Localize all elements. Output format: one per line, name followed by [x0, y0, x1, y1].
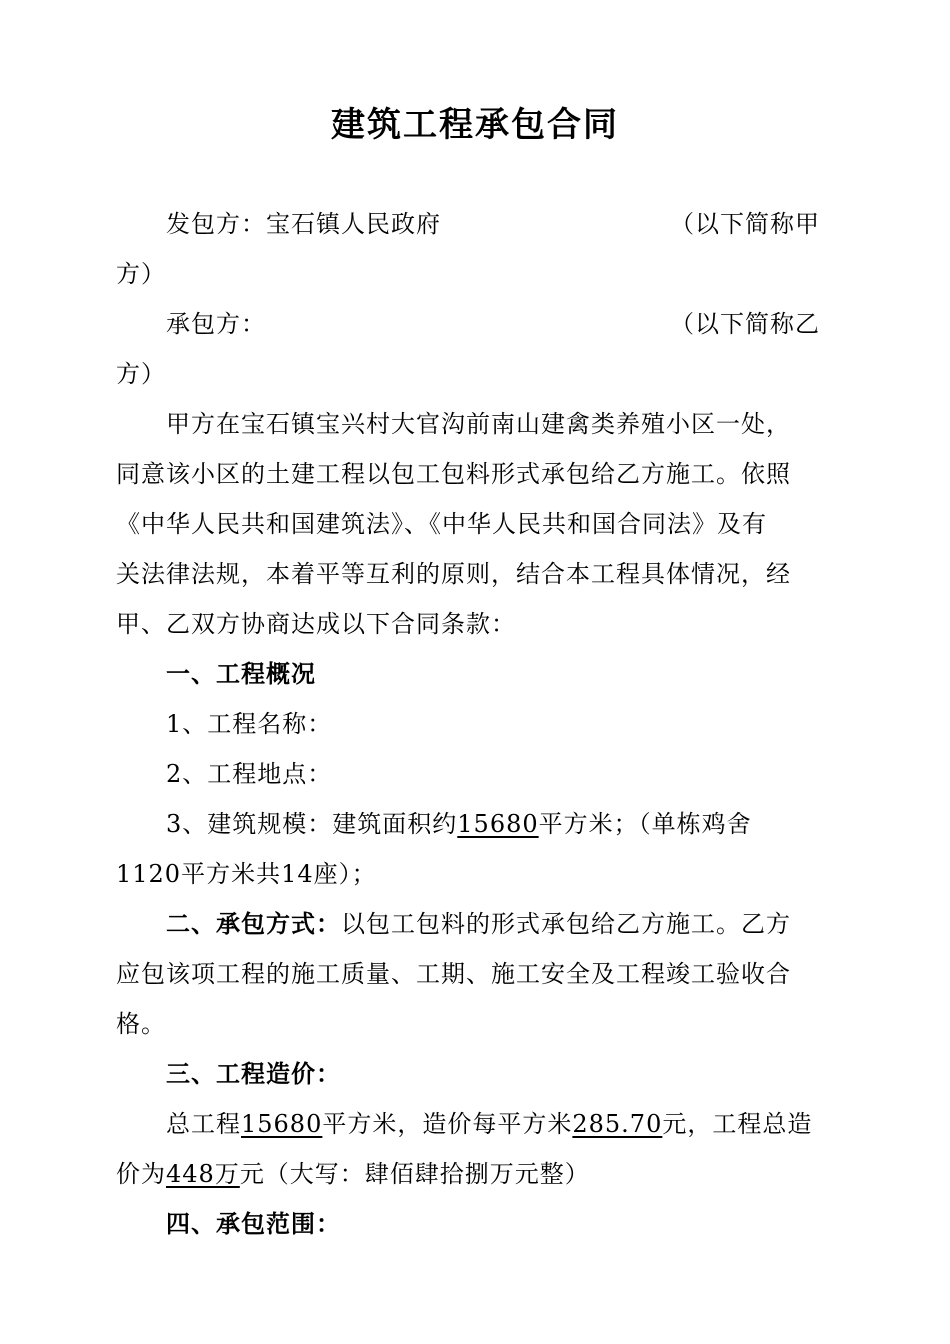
total-price-value: 448万 — [166, 1160, 240, 1188]
cost-line-2 — [116, 1154, 820, 1194]
section-2-text-1: 以包工包料的形式承包给乙方施工。乙方 — [341, 910, 791, 938]
intro-line-4: 关法律法规，本着平等互利的原则，结合本工程具体情况，经 — [116, 560, 791, 588]
intro-line-2: 同意该小区的土建工程以包工包料形式承包给乙方施工。依照 — [116, 460, 791, 488]
section-2-line-2: 应包该项工程的施工质量、工期、施工安全及工程竣工验收合 — [116, 960, 791, 988]
scale-prefix: 3、建筑规模：建筑面积约 — [166, 810, 458, 838]
cost-line-1 — [166, 1104, 820, 1144]
section-3-heading: 三、工程造价： — [166, 1060, 341, 1088]
party-a-name: 宝石镇人民政府 — [266, 210, 441, 238]
document-title: 建筑工程承包合同 — [331, 105, 619, 145]
party-b-note-cont: 方） — [116, 360, 166, 388]
cost-text-a: 总工程 — [166, 1110, 241, 1138]
cost-text-e: 元（大写：肆佰肆拾捌万元整） — [239, 1160, 590, 1188]
section-2-line-3: 格。 — [116, 1010, 166, 1038]
project-scale-cont: 1120平方米共14座）； — [116, 860, 377, 888]
section-4-heading: 四、承包范围： — [166, 1210, 341, 1238]
project-location-item: 2、工程地点： — [166, 760, 333, 788]
intro-line-1: 甲方在宝石镇宝兴村大官沟前南山建禽类养殖小区一处， — [166, 410, 791, 438]
intro-line-3: 《中华人民共和国建筑法》、《中华人民共和国合同法》及有 — [116, 510, 767, 538]
party-b-line — [166, 304, 820, 344]
section-2-heading: 二、承包方式： — [166, 910, 341, 938]
party-b-label: 承包方： — [166, 310, 266, 338]
section-1-heading: 一、工程概况 — [166, 660, 316, 688]
party-b-note: （以下简称乙 — [670, 310, 820, 338]
project-name-item: 1、工程名称： — [166, 710, 333, 738]
cost-area-value: 15680 — [241, 1110, 323, 1138]
party-a-line — [166, 204, 820, 244]
scale-area-value: 15680 — [457, 810, 539, 838]
cost-text-b: 平方米，造价每平方米 — [322, 1110, 573, 1138]
party-a-note: （以下简称甲 — [670, 210, 820, 238]
cost-text-d: 价为 — [116, 1160, 166, 1188]
party-a-label: 发包方： — [166, 210, 266, 238]
project-scale-item — [166, 804, 820, 844]
party-a-note-cont: 方） — [116, 260, 166, 288]
unit-price-value: 285.70 — [572, 1110, 663, 1138]
intro-line-5: 甲、乙双方协商达成以下合同条款： — [116, 610, 516, 638]
scale-suffix: 平方米；（单栋鸡舍 — [538, 810, 752, 838]
cost-text-c: 元，工程总造 — [662, 1110, 813, 1138]
section-2-line-1 — [166, 904, 820, 944]
